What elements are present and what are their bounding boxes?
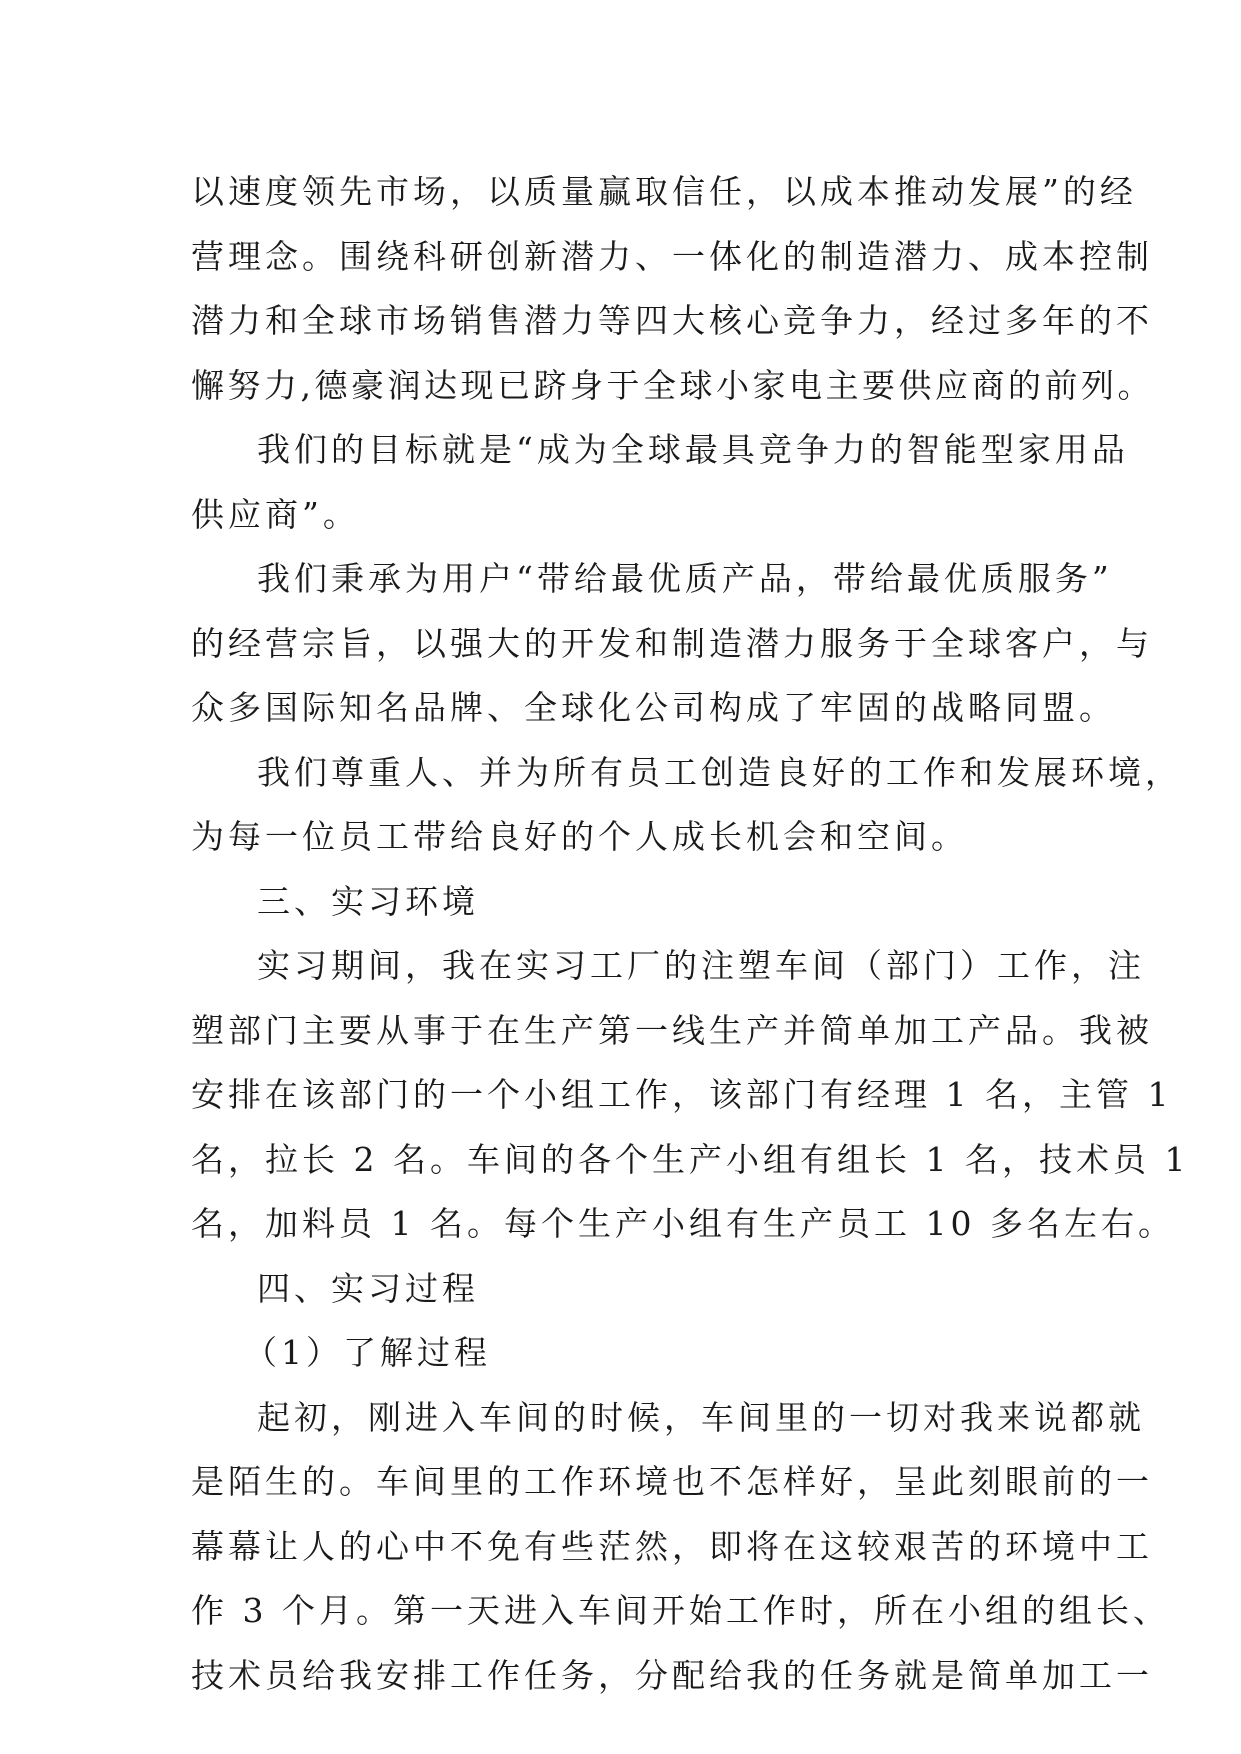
document-body — [191, 160, 1190, 1708]
text-line: 的经营宗旨，以强大的开发和制造潜力服务于全球客户，与 — [191, 623, 1153, 663]
text-line: 安排在该部门的一个小组工作，该部门有经理 1 名，主管 1 — [191, 1075, 1173, 1114]
subsection-heading: （1）了解过程 — [244, 1333, 491, 1372]
text-line: 众多国际知名品牌、全球化公司构成了牢固的战略同盟。 — [191, 688, 1116, 727]
paragraph-first-line: 起初，刚进入车间的时候，车间里的一切对我来说都就 — [257, 1397, 1145, 1437]
text-line: 幕幕让人的心中不免有些茫然，即将在这较艰苦的环境中工 — [191, 1526, 1153, 1566]
text-line: 懈努力,德豪润达现已跻身于全球小家电主要供应商的前列。 — [191, 365, 1154, 405]
section-heading: 四、实习过程 — [257, 1268, 479, 1308]
paragraph-first-line: 实习期间，我在实习工厂的注塑车间（部门）工作，注 — [257, 946, 1145, 985]
paragraph-first-line: 我们的目标就是“成为全球最具竞争力的智能型家用品 — [257, 430, 1129, 469]
text-line: 为每一位员工带给良好的个人成长机会和空间。 — [191, 817, 968, 856]
text-line: 名，拉长 2 名。车间的各个生产小组有组长 1 名，技术员 1 — [191, 1139, 1190, 1179]
text-line: 以速度领先市场，以质量赢取信任，以成本推动发展”的经 — [191, 172, 1137, 211]
text-line: 作 3 个月。第一天进入车间开始工作时，所在小组的组长、 — [191, 1591, 1170, 1630]
paragraph-first-line: 我们尊重人、并为所有员工创造良好的工作和发展环境， — [257, 752, 1182, 792]
text-line: 潜力和全球市场销售潜力等四大核心竞争力，经过多年的不 — [191, 301, 1153, 340]
text-line: 是陌生的。车间里的工作环境也不怎样好，呈此刻眼前的一 — [191, 1462, 1153, 1501]
text-line: 供应商”。 — [191, 494, 360, 534]
paragraph-first-line: 我们秉承为用户“带给最优质产品，带给最优质服务” — [257, 559, 1113, 598]
text-line: 名，加料员 1 名。每个生产小组有生产员工 10 多名左右。 — [191, 1204, 1175, 1243]
text-line: 营理念。围绕科研创新潜力、一体化的制造潜力、成本控制 — [191, 236, 1153, 276]
section-heading: 三、实习环境 — [257, 881, 479, 921]
text-line: 技术员给我安排工作任务，分配给我的任务就是简单加工一 — [191, 1655, 1153, 1695]
text-line: 塑部门主要从事于在生产第一线生产并简单加工产品。我被 — [191, 1010, 1153, 1050]
